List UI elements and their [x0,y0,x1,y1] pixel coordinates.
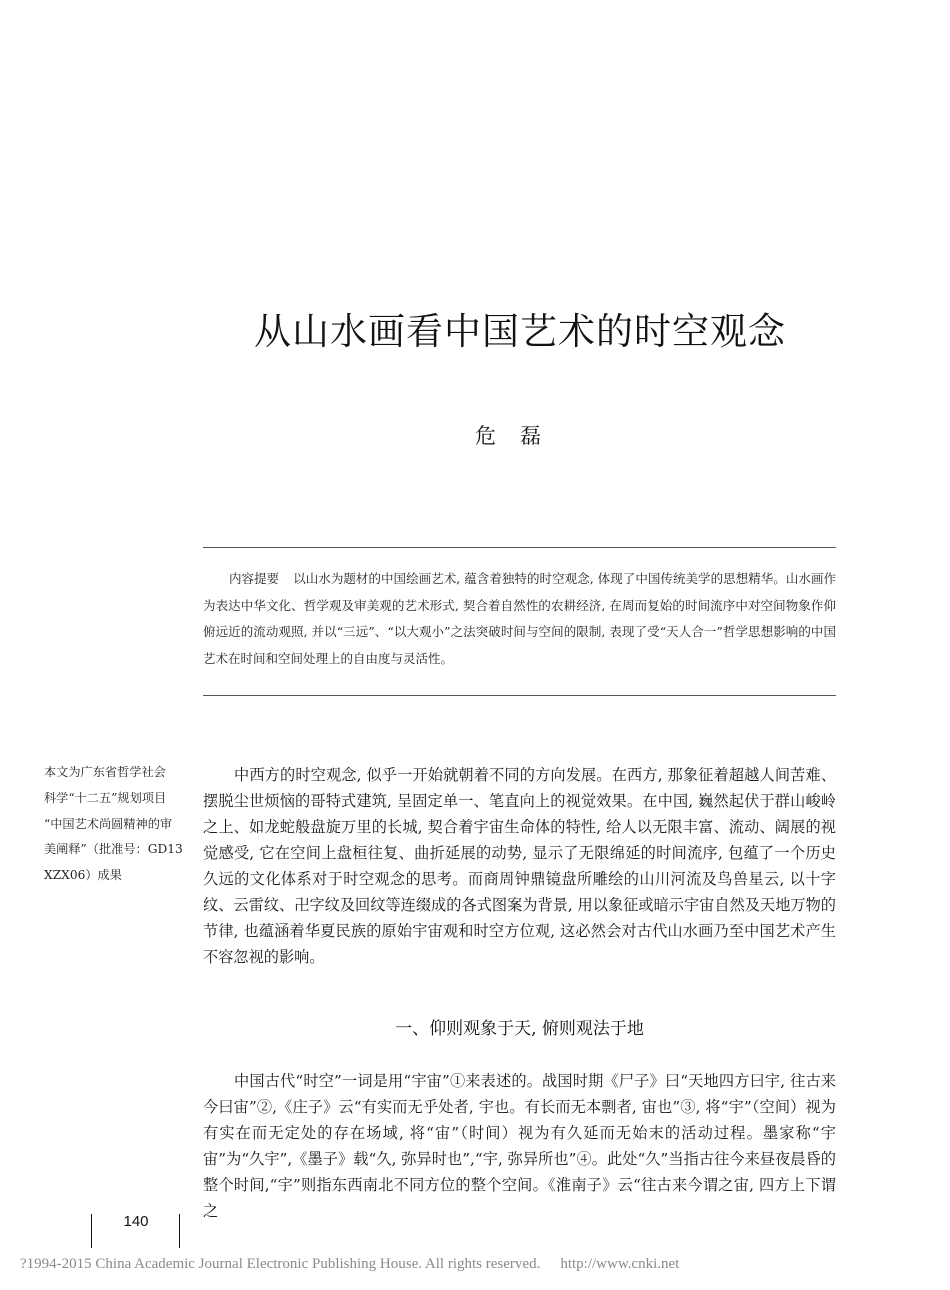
copyright-footer [20,1256,930,1273]
author-name: 危磊 [475,424,565,448]
page-number-left-rule [91,1214,92,1248]
sidenote-line: 美阐释”（批准号：GD13 [44,842,183,857]
sidenote-line: 科学“十二五”规划项目 [44,790,167,805]
abstract-block [203,566,836,672]
sidenote-line: 本文为广东省哲学社会 [44,765,166,779]
article-title: 从山水画看中国艺术的时空观念 [254,309,786,353]
body-paragraph-1: 中西方的时空观念, 似乎一开始就朝着不同的方向发展。在西方, 那象征着超越人间苦难、摆脱尘世烦恼的哥特式建筑, 呈固定单一、笔直向上的视觉效果。在中国, 巍然起伏于群山峻岭之上、如龙蛇般盘旋万里的长城, 契合着宇宙生命体的特性, 给人以无限丰富、流动、阔展的视觉感受, 它在空间上盘桓往复、曲折延展的动势, 显示了无限绵延的时间流序, 包蕴了一个历史久远的文化体系对于时空观念的思考。而商周钟鼎镜盘所雕绘的山川河流及鸟兽星云, 以十字纹、云雷纹、卍字纹及回纹等连缀成的各式图案为背景, 用以象征或暗示宇宙自然及天地万物的节律, 也蕴涵着华夏民族的原始宇宙观和时空方位观, 这必然会对古代山水画乃至中国艺术产生不容忽视的影响。 [203,766,836,966]
abstract-bottom-rule [203,695,836,696]
abstract-label: 内容提要 [229,571,280,586]
body-paragraph-2: 中国古代“时空”一词是用“宇宙”①来表述的。战国时期《尸子》曰“天地四方曰宇, 往古来今曰宙”②,《庄子》云“有实而无乎处者, 宇也。有长而无本剽者, 宙也”③, 将“宇”（空间）视为有实在而无定处的存在场域, 将“宙”（时间）视为有久延而无始末的活动过程。墨家称“宇宙”为“久宇”,《墨子》载“久, 弥异时也”,“宇, 弥异所也”④。此处“久”当指古往今来昼夜晨昏的整个时间,“宇”则指东西南北不同方位的整个空间。《淮南子》云“往古来今谓之宙, 四方上下谓之 [203,1072,836,1220]
abstract-text: 以山水为题材的中国绘画艺术, 蕴含着独特的时空观念, 体现了中国传统美学的思想精华。山水画作为表达中华文化、哲学观及审美观的艺术形式, 契合着自然性的农耕经济, 在周而复始的时间流序中对空间物象作仰俯远近的流动观照, 并以“三远”、“以大观小”之法突破时间与空间的限制, 表现了受“天人合一”哲学思想影响的中国艺术在时间和空间处理上的自由度与灵活性。 [203,571,836,666]
sidenote-line: XZX06）成果 [44,868,122,883]
funding-sidenote [44,760,190,889]
sidenote-line: “中国艺术尚圆精神的审 [44,816,173,831]
copyright-text: ?1994-2015 China Academic Journal Electronic Publishing House. All rights reserved. [20,1256,541,1272]
page-number: 140 [123,1213,149,1230]
body-intro [203,762,836,970]
body-section-1 [203,1068,836,1224]
abstract-top-rule [203,547,836,548]
footer-url: http://www.cnki.net [560,1256,680,1272]
page-number-right-rule [179,1214,180,1248]
section-heading: 一、仰则观象于天, 俯则观法于地 [395,1019,644,1039]
